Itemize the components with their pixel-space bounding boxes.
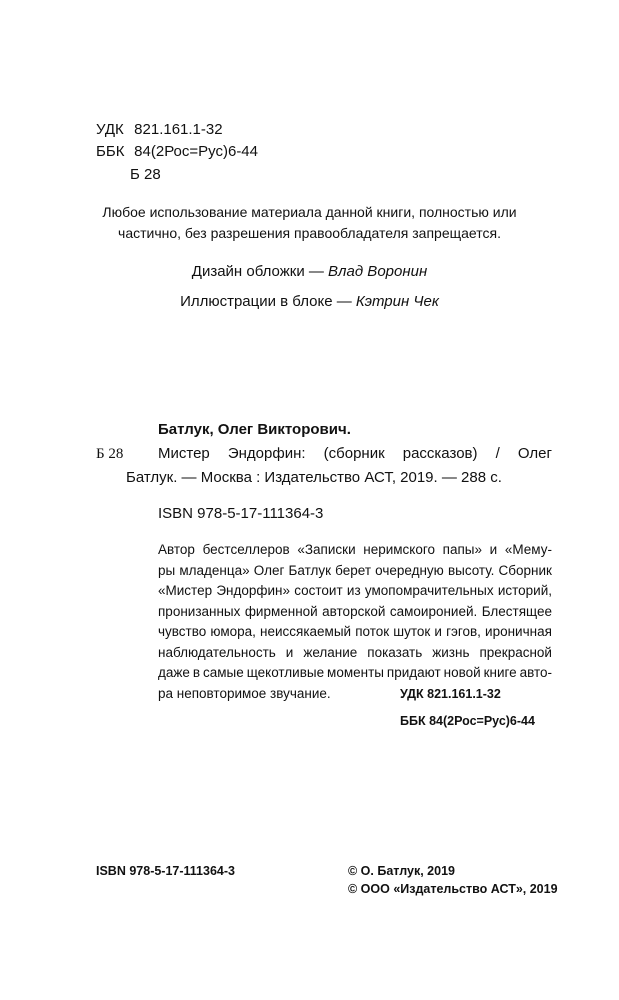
annotation-word: и [489, 542, 498, 557]
annotation-word: Блестящее [481, 603, 552, 619]
annotation-word: книге [483, 665, 517, 680]
catalog-author-heading: Батлук, Олег Викторович. [158, 421, 351, 438]
annotation-word: самоиронией. [389, 603, 478, 619]
annotation-word: высоту. [447, 562, 495, 578]
annotation-last-line: ра неповторимое звучание. [158, 685, 331, 701]
description-word: / [495, 445, 500, 462]
copyright-notice-line1: Любое использование материала данной книги, полностью или [102, 204, 517, 220]
bbk-code-bottom: ББК 84(2Рос=Рус)6-44 [400, 714, 535, 728]
udk-value: 821.161.1-32 [134, 121, 223, 138]
description-word: (сборник [323, 445, 385, 462]
annotation-block [158, 540, 552, 704]
illustrator-name: Кэтрин Чек [355, 293, 439, 310]
copyright-author: © О. Батлук, 2019 [348, 864, 455, 878]
annotation-word: наблюдательность [158, 644, 276, 660]
annotation-word: младенца» [179, 562, 250, 578]
annotation-line [158, 663, 552, 684]
annotation-word: фирменной [244, 603, 318, 619]
annotation-word: гэгов, [446, 624, 481, 639]
annotation-word: Батлук [288, 562, 332, 578]
udk-code-top [96, 120, 223, 140]
bbk-label: ББК [96, 143, 125, 160]
cover-design-role: Дизайн обложки — [191, 263, 329, 280]
annotation-word: придают [386, 665, 441, 680]
annotation-word: поток [355, 624, 390, 639]
annotation-word: «Мему- [504, 542, 552, 557]
annotation-word: неиссякаемый [260, 624, 352, 639]
annotation-word: ироничная [485, 624, 552, 639]
annotation-word: пронизанных [158, 603, 241, 619]
description-word: Эндорфин: [227, 445, 306, 462]
author-mark-top: Б 28 [130, 166, 161, 183]
annotation-word: и [434, 624, 442, 639]
annotation-word: из [346, 583, 361, 598]
cover-design-credit [0, 262, 619, 282]
annotation-line [158, 643, 552, 664]
annotation-word: в [192, 665, 201, 680]
annotation-word: Сборник [498, 562, 552, 578]
annotation-word: очередную [375, 562, 444, 578]
annotation-word: щекотливые [246, 665, 325, 680]
annotation-word: показать [367, 644, 423, 660]
annotation-word: юмора, [210, 624, 256, 639]
annotation-line [158, 540, 552, 561]
annotation-word: историй, [497, 583, 552, 598]
annotation-word: чувство [158, 624, 207, 639]
catalog-author-mark: Б 28 [96, 446, 124, 462]
annotation-word: даже [158, 665, 190, 680]
annotation-word: неримского [363, 542, 436, 557]
annotation-word: шуток [393, 624, 431, 639]
annotation-line [158, 561, 552, 582]
copyright-notice-line2: частично, без разрешения правообладателя запрещается. [118, 225, 501, 241]
annotation-word: прекрасной [479, 644, 552, 660]
annotation-word: «Записки [297, 542, 356, 557]
illustrations-credit [0, 292, 619, 312]
illustrations-role: Иллюстрации в блоке — [180, 293, 356, 310]
cover-designer-name: Влад Воронин [328, 263, 428, 280]
catalog-isbn: ISBN 978-5-17-111364-3 [158, 505, 324, 522]
annotation-word: берет [335, 562, 371, 578]
footer-isbn: ISBN 978-5-17-111364-3 [96, 864, 235, 878]
annotation-word: бестселлеров [202, 542, 290, 557]
annotation-word: самые [202, 665, 244, 680]
bbk-value: 84(2Рос=Рус)6-44 [134, 143, 258, 160]
annotation-line [158, 602, 552, 623]
annotation-word: авторской [322, 603, 386, 619]
annotation-word: папы» [442, 542, 483, 557]
bbk-code-top [96, 142, 258, 162]
udk-label: УДК [96, 121, 124, 138]
annotation-word: Олег [253, 562, 285, 578]
annotation-word: «Мистер [158, 583, 213, 598]
description-word: Мистер [158, 445, 210, 462]
catalog-description-line2: Батлук. — Москва : Издательство АСТ, 2019. — 288 с. [126, 469, 502, 486]
annotation-word: желание [303, 644, 358, 660]
annotation-word: и [285, 644, 294, 660]
annotation-word: состоит [294, 583, 343, 598]
annotation-word: моменты [327, 665, 384, 680]
copyright-publisher: © ООО «Издательство АСТ», 2019 [348, 882, 558, 896]
annotation-word: ры [158, 562, 176, 578]
annotation-line [158, 622, 552, 643]
description-word: Олег [517, 445, 552, 462]
annotation-word: умопомрачительных [364, 583, 494, 598]
annotation-word: авто- [519, 665, 552, 680]
description-word: рассказов) [402, 445, 478, 462]
annotation-word: Автор [158, 542, 195, 557]
annotation-word: жизнь [432, 644, 470, 660]
udk-code-bottom: УДК 821.161.1-32 [400, 687, 501, 701]
catalog-description-line1 [158, 444, 552, 464]
annotation-word: новой [443, 665, 481, 680]
annotation-line [158, 581, 552, 602]
annotation-word: Эндорфин» [216, 583, 290, 598]
